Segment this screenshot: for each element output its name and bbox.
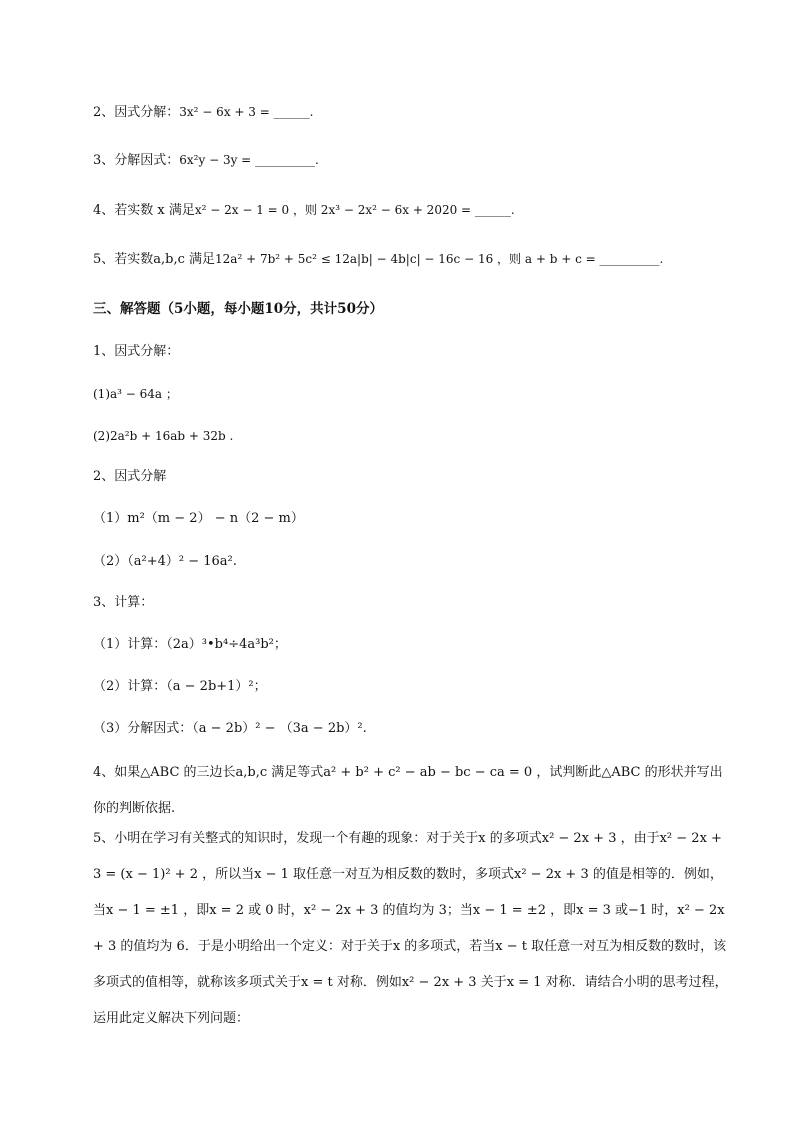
fill-in-q5 <box>93 250 663 269</box>
q3-title: 3、计算： <box>93 595 154 610</box>
question-prefix: 2、因式分解： <box>93 105 180 120</box>
q4-text: 4、如果△ABC 的三边长a,b,c 满足等式a² + b² + c² − ab − bc − ca = 0 ，试判断此△ABC 的形状并写出你的判断依据. <box>93 765 723 816</box>
section-title: 三、解答题（5小题，每小题10分，共计50分） <box>93 301 383 317</box>
q2-title: 2、因式分解 <box>93 469 167 484</box>
q5-text: 5、小明在学习有关整式的知识时，发现一个有趣的现象：对于关于x 的多项式x² − 2x + 3 ，由于x² − 2x + 3 = (x − 1)² + 2 ，所以当x − 1 取任意一对互为相反数的数时，多项式x² − 2x + 3 的值是相等的．例如，当x − 1 = ±1 ，即x = 2 或 0 时，x² − 2x + 3 的值均为 3；当x − 1 = ±2 ，即x = 3 或−1 时，x² − 2x + 3 的值均为 6．于是小明给出一个定义：对于关于x 的多项式，若当x − t 取任意一对互为相反数的数时，该多项式的值相等，就称该多项式关于x = t 对称．例如x² − 2x + 3 关于x = 1 对称．请结合小明的思考过程，运用此定义解决下列问题： <box>93 831 728 1026</box>
fill-in-q4 <box>93 201 515 220</box>
fill-in-q2 <box>93 103 313 122</box>
math-expression: x² − 2x − 1 = 0 ，则 2x³ − 2x² − 6x + 2020 = ______. <box>194 203 515 217</box>
fill-in-q3 <box>93 151 319 170</box>
question-prefix: 5、若实数a,b,c 满足 <box>93 252 216 267</box>
question-prefix: 3、分解因式： <box>93 153 180 168</box>
q2-part-2: （2）（a²+4）² − 16a². <box>93 554 237 569</box>
q3-part-1: （1）计算：（2a）³•b⁴÷4a³b²； <box>93 637 287 652</box>
q1-title: 1、因式分解： <box>93 344 180 359</box>
q3-part-3: （3）分解因式：（a − 2b）² − （3a − 2b）². <box>93 721 367 736</box>
math-expression: 3x² − 6x + 3 = ______. <box>179 105 314 119</box>
q1-part-2: (2)2a²b + 16ab + 32b . <box>93 429 234 443</box>
q3-part-2: （2）计算：（a − 2b+1）²； <box>93 679 267 694</box>
question-prefix: 4、若实数 x 满足 <box>93 203 195 218</box>
math-expression: 12a² + 7b² + 5c² ≤ 12a|b| − 4b|c| − 16c − 16 ，则 a + b + c = __________. <box>215 252 664 266</box>
math-expression: 6x²y − 3y = __________. <box>179 153 319 167</box>
q1-part-1: (1)a³ − 64a ； <box>93 387 178 401</box>
q2-part-1: （1）m²（m − 2） − n（2 − m） <box>93 511 304 526</box>
